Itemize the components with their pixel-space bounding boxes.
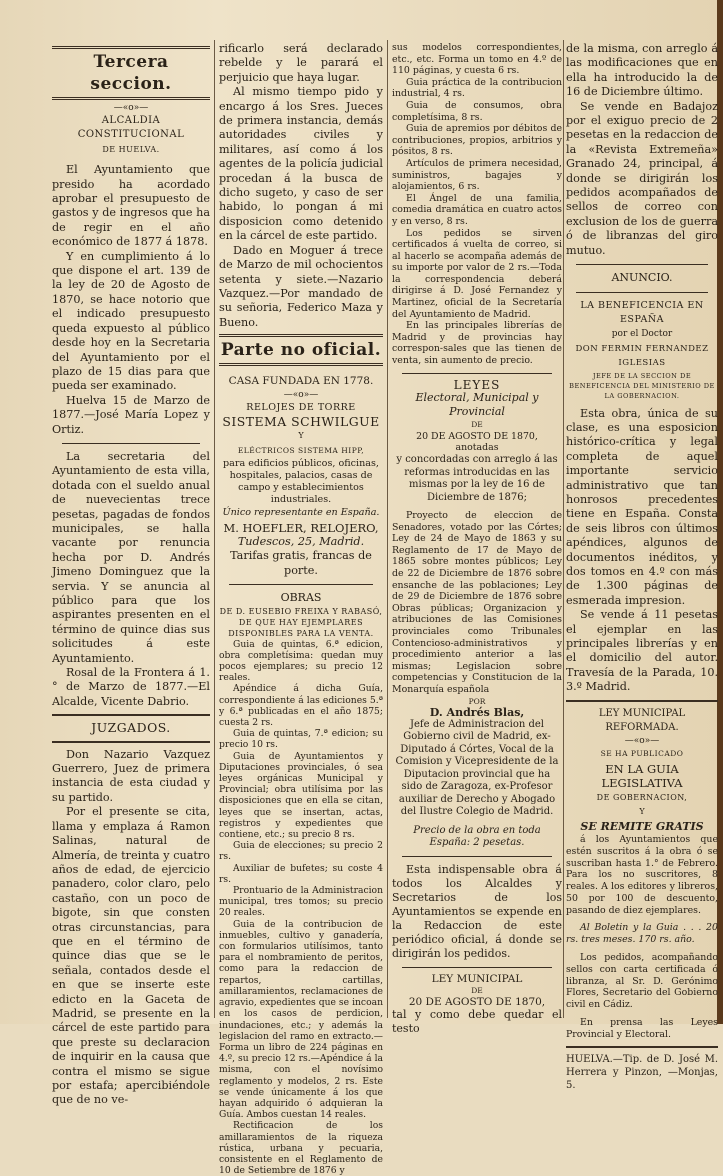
ornament: —«o»— bbox=[624, 736, 660, 747]
column-2 bbox=[219, 42, 383, 1176]
section-title: Parte no oficial. bbox=[219, 334, 383, 366]
paragraph: Prontuario de la Administracion municipal, tres tomos; su precio 20 reales. bbox=[219, 885, 383, 919]
ad-heading: CASA FUNDADA EN 1778. bbox=[228, 375, 374, 388]
paragraph: Esta indispensable obra á todos los Alcaldes y Secretarios de los Ayuntamientos se expende en la Redaccion de este periódico oficial, á donde se dirigirán los pedidos. bbox=[392, 862, 562, 960]
paragraph: Guia de elecciones; su precio 2 rs. bbox=[219, 840, 383, 863]
paragraph: Artículos de primera necesidad, suministros, bagajes y alojamientos, 6 rs. bbox=[392, 157, 562, 193]
alcaldia-heading: ALCALDIA CONSTITUCIONAL bbox=[77, 115, 185, 141]
price-line: Al Boletin y la Guia . . . 20 rs. tres meses. 170 rs. año. bbox=[566, 922, 718, 946]
paragraph: á los Ayuntamientos que estén suscritos á la obra ó se suscriban hasta 1.° de Febrero. Para los no suscritores, 8 reales. A los editores y libreros, 50 por 100 de descuento, pasando de diez ejemplares. bbox=[566, 833, 718, 916]
ad-line: RELOJES DE TORRE bbox=[246, 401, 356, 413]
section-title: Tercera seccion. bbox=[52, 46, 210, 100]
leyes-line: anotadas bbox=[455, 442, 499, 454]
paragraph: Guia de Ayuntamientos y Diputaciones provinciales, ó sea leyes orgánicas Municipal y Provincial; obra utilísima por las disposiciones que en ella se citan, leyes que se insertan, actas, registros y expedientes que contiene, etc.; su precio 8 rs. bbox=[219, 750, 383, 841]
paragraph: Guia de la contribucion de inmuebles, cultivo y ganadería, con formularios utilísimos, tanto para el nombramiento de peritos, como para la redaccion de repartos, cartillas, amillaramientos, reclamaciones de agravio, expedientes que se incoan en los casos de perdicion, inundaciones, etc.; y además la legislacion del ramo en extracto.—Forma un libro de 224 páginas en 4.º, su precio 12 rs.—Apéndice á la misma, con el novísimo reglamento y modelos, 2 rs. Este se vende únicamente á los que hayan adquirido ó adquieran la Guía. Ambos cuestan 14 reales. bbox=[219, 918, 383, 1121]
column-rule bbox=[563, 40, 564, 1018]
obras-heading: OBRAS bbox=[280, 591, 322, 605]
guia-subtitle: DE GOBERNACION, bbox=[596, 792, 688, 802]
paragraph: Auxiliar de bufetes; su coste 4 rs. bbox=[219, 862, 383, 885]
paragraph: de la misma, con arreglo á las modificaciones que en ella ha introducido la de 16 de Diciembre último. bbox=[566, 42, 718, 99]
publicado-line: SE HA PUBLICADO bbox=[600, 749, 684, 759]
paragraph: La secretaria del Ayuntamiento de esta villa, dotada con el sueldo anual de nuevecientas trece pesetas, pagadas de fondos municipales, se halla vacante por renuncia hecha por D. Andrés Jimeno Dominguez que la servia. Y se anuncia al público para que los aspirantes presenten en el término de quince dias sus solicitudes á este Ayuntamiento. bbox=[52, 449, 210, 665]
anuncio-heading: ANUNCIO. bbox=[611, 271, 673, 285]
juzgados-heading: JUZGADOS. bbox=[91, 720, 171, 736]
beneficencia-title: LA BENEFICENCIA EN ESPAÑA bbox=[580, 299, 704, 325]
ad-line: Y bbox=[298, 431, 304, 441]
signature-line: Rosal de la Frontera á 1.° de Marzo de 1877.—El Alcalde, Vicente Dabrio. bbox=[52, 666, 210, 708]
paragraph: El Ángel de una familia, comedia dramática en cuatro actos y en verso, 8 rs. bbox=[392, 192, 562, 227]
ley-reformada-heading: LEY MUNICIPAL REFORMADA. bbox=[598, 707, 686, 734]
gratis-heading: SE REMITE GRATIS bbox=[580, 819, 704, 833]
column-4 bbox=[566, 42, 718, 1091]
guia-line: Y bbox=[639, 807, 645, 817]
ley-municipal-date: 20 DE AGOSTO DE 1870, bbox=[408, 995, 546, 1008]
leyes-line: POR bbox=[468, 696, 486, 706]
author-credentials: JEFE DE LA SECCION DE BENEFICENCIA DEL MINISTERIO DE LA GOBERNACION. bbox=[569, 371, 715, 400]
paragraph: rificarlo será declarado rebelde y le parará el perjuicio que haya lugar. bbox=[219, 42, 383, 84]
author-line: por el Doctor bbox=[611, 329, 673, 340]
paragraph: Por el presente se cita, llama y emplaza á Ramon Salinas, natural de Almería, de treinta y cuatro años de edad, de ejercicio panadero, color claro, pelo castaño, con un poco de bigote, sin que consten otras circunstancias, para que en el término de quince dias que se le señala, contados desde el en que se inserte este edicto en la Gaceta de Madrid, se presente en la cárcel de este partido para que preste su declaracion de inquirir en la causa que contra el mismo se sigue por estafa; apercibiéndole que de no ve- bbox=[52, 805, 210, 1107]
ad-line: SISTEMA SCHWILGUE bbox=[222, 413, 380, 429]
ad-line: para edificios públicos, oficinas, hospitales, palacios, casas de campo y establecimientos industriales. bbox=[223, 458, 379, 506]
signature-line: Huelva 15 de Marzo de 1877.—José María Lopez y Ortiz. bbox=[52, 393, 210, 436]
paragraph: Proyecto de eleccion de Senadores, votado por las Córtes; Ley de 24 de Mayo de 1863 y su Reglamento de 17 de Mayo de 1865 sobre montes públicos; Ley de 22 de Diciembre de 1876 sobre ensanche de las poblaciones; Ley de 29 de Diciembre de 1876 sobre Obras públicas; Organizacion y atribuciones de las Comisiones provinciales como Tribunales Contencioso-administrativos y procedimiento anterior a las mismas; Legislacion sobre competencias y Constitucion de la Monarquía española bbox=[392, 510, 562, 695]
ad-line: ELÉCTRICOS SISTEMA HIPP, bbox=[237, 445, 365, 455]
author-name: D. Andrés Blas, bbox=[429, 706, 525, 720]
leyes-line: DE bbox=[471, 420, 483, 430]
ad-line: M. HOEFLER, RELOJERO, bbox=[223, 520, 379, 535]
obras-subheading: DE D. EUSEBIO FREIXA Y RABASÓ, DE QUE HAY EJEMPLARES DISPONIBLES PARA LA VENTA. bbox=[219, 606, 383, 638]
leyes-heading: LEYES bbox=[453, 377, 501, 392]
paragraph: Los pedidos, acompañando sellos con carta certificada ó libranza, al Sr. D. Gerónimo Flores, Secretario del Gobierno civil en Cádiz. bbox=[566, 952, 718, 1011]
ad-line: Tudescos, 25, Madrid. bbox=[237, 534, 365, 548]
paragraph: sus modelos correspondientes, etc., etc. Forma un tomo en 4.º de 110 páginas, y cuesta 6 rs. bbox=[392, 42, 562, 77]
paragraph: En las principales librerías de Madrid y de provincias hay correspon-sales que las tienen de venta, sin aumento de precio. bbox=[392, 320, 562, 367]
alcaldia-subheading: DE HUELVA. bbox=[102, 144, 160, 154]
paragraph: tal y como debe quedar el testo bbox=[392, 1008, 562, 1036]
leyes-subtitle: Electoral, Municipal y Provincial bbox=[415, 391, 539, 419]
column-1 bbox=[52, 42, 210, 1107]
paragraph: Guia de quintas, 6.ª edicion, obra completísima: quedan muy pocos ejemplares; su precio 12 reales. bbox=[219, 638, 383, 684]
column-rule bbox=[214, 40, 215, 1018]
paragraph: Guia de apremios por débitos de contribuciones, propios, arbitrios y pósitos, 8 rs. bbox=[392, 123, 562, 158]
paragraph: El Ayuntamiento que presido ha acordado aprobar el presupuesto de gastos y de ingresos que ha de regir en el año económico de 1877 á 1878. bbox=[52, 163, 210, 249]
paragraph: Guia de quintas, 7.ª edicion; su precio 10 rs. bbox=[219, 728, 383, 751]
paragraph: Don Nazario Vazquez Guerrero, Juez de primera instancia de esta ciudad y su partido. bbox=[52, 747, 210, 804]
imprint-line: HUELVA.—Tip. de D. José M. Herrera y Pinzon, —Monjas, 5. bbox=[566, 1053, 718, 1091]
column-rule bbox=[387, 40, 388, 1018]
price-line: Precio de la obra en toda España: 2 pesetas. bbox=[413, 824, 541, 849]
leyes-date: 20 DE AGOSTO DE 1870, bbox=[416, 430, 538, 442]
ornament: —«o»— bbox=[283, 389, 319, 400]
paragraph: Apéndice á dicha Guía, correspondiente á las ediciones 5.ª y 6.ª publicadas en el año 1875; cuesta 2 rs. bbox=[219, 683, 383, 729]
paragraph: Se vende á 11 pesetas el ejemplar en las principales librerías y en el domicilio del autor. Travesía de la Parada, 10. 3.º Madrid. bbox=[566, 608, 718, 694]
ornament: —«o»— bbox=[113, 103, 149, 113]
ley-municipal-heading: LEY MUNICIPAL bbox=[431, 972, 523, 985]
ad-line: Único representante en España. bbox=[222, 507, 380, 519]
guia-title: EN LA GUIA LEGISLATIVA bbox=[601, 761, 683, 791]
paragraph: Y en cumplimiento á lo que dispone el art. 139 de la ley de 20 de Agosto de 1870, se hace notorio que el indicado presupuesto queda expuesto al público desde hoy en la Secretaria del Ayuntamiento por el plazo de 15 dias para que pueda ser examinado. bbox=[52, 249, 210, 393]
column-3 bbox=[392, 42, 562, 1036]
paragraph: Esta obra, única de su clase, es una esposicion histórico-crítica y legal completa de aquel importante servicio administrativo que tan honrosos precedentes tiene en España. Consta de seis libros con últimos apéndices, algunos de documentos inéditos, y dos tomos en 4.º con más de 1.300 páginas de esmerada impresion. bbox=[566, 406, 718, 607]
author-name: DON FERMIN FERNANDEZ IGLESIAS bbox=[575, 343, 709, 369]
paragraph: Guia de consumos, obra completísima, 8 rs. bbox=[392, 99, 562, 123]
author-credentials: Jefe de Administracion del Gobierno civil de Madrid, ex-Diputado á Córtes, Vocal de la Comision y Vicepresidente de la Diputacion provincial que ha sido de Zaragoza, ex-Profesor auxiliar de Derecho y Abogado del Ilustre Colegio de Madrid. bbox=[395, 718, 559, 818]
ley-municipal-line: DE bbox=[471, 986, 483, 996]
paragraph: Rectificacion de los amillaramientos de la riqueza rústica, urbana y pecuaria, consistente en el Reglamento de 10 de Setiembre de 1876 y bbox=[219, 1120, 383, 1176]
paragraph: Al mismo tiempo pido y encargo á los Sres. Jueces de primera instancia, demás autoridades civiles y militares, así como á los agentes de la policía judicial procedan á la busca de dicho sugeto, y caso de ser habido, lo pongan á mi disposicion como detenido en la cárcel de este partido. bbox=[219, 85, 383, 243]
signature-line: Dado en Moguer á trece de Marzo de mil ochocientos setenta y siete.—Nazario Vazquez.—Por mandado de su señoria, Federico Maza y Bueno. bbox=[219, 243, 383, 329]
leyes-description: y concordadas con arreglo á las reformas introducidas en las mismas por la ley de 16 de Diciembre de 1876; bbox=[396, 454, 558, 503]
paragraph: En prensa las Leyes Provincial y Electoral. bbox=[566, 1017, 718, 1040]
paragraph: Se vende en Badajoz por el exiguo precio de 2 pesetas en la redaccion de la «Revista Extremeña» Granado 24, principal, á donde se dirigirán los pedidos acompañados de sellos de correo con exclusion de los de guerra ó de libranzas del giro mutuo. bbox=[566, 99, 718, 257]
paragraph: Los pedidos se sirven certificados á vuelta de correo, si al hacerlo se acompaña además de su importe por valor de 2 rs.—Toda la correspondencia deberá dirigirse á D. José Fernandez y Martinez, oficial de la Secretaría del Ayuntamiento de Madrid. bbox=[392, 227, 562, 320]
ad-line: Tarifas gratis, francas de porte. bbox=[230, 549, 372, 577]
paragraph: Guia práctica de la contribucion industrial, 4 rs. bbox=[392, 76, 562, 100]
